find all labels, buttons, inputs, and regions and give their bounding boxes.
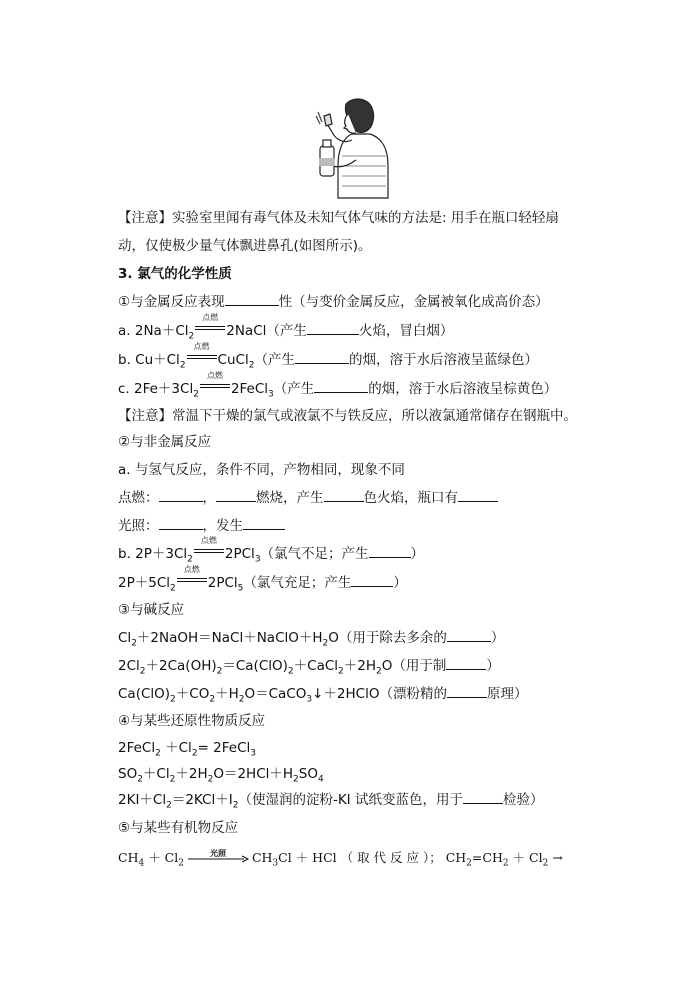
reaction-arrow xyxy=(186,847,250,863)
condition-label: 点燃 xyxy=(193,342,210,351)
text: 点燃： xyxy=(118,490,159,506)
reaction-cl2-naoh xyxy=(118,628,504,654)
text: 2P＋5Cl xyxy=(118,575,170,591)
base-reaction-title xyxy=(118,600,184,620)
text: 2Cl xyxy=(118,658,140,674)
nonmetal-reaction-title xyxy=(118,432,211,452)
condition-label: 点燃 xyxy=(200,536,217,545)
text: ） xyxy=(490,630,505,646)
subscript: 2 xyxy=(287,666,294,677)
subscript: 5 xyxy=(237,583,244,594)
subscript: 2 xyxy=(232,800,239,811)
reaction-fe-cl2 xyxy=(118,371,558,405)
note-text: 【注意】常温下干燥的氯气或液氯不与铁反应，所以液氯通常储存在钢瓶中。 xyxy=(118,408,577,424)
subscript: 2 xyxy=(376,666,382,677)
text: ③与碱反应 xyxy=(118,602,185,618)
subscript: 3 xyxy=(268,389,274,400)
text: 的烟，溶于水后溶液呈棕黄色） xyxy=(368,381,558,397)
text: O＝CaCO xyxy=(244,686,307,702)
note-liquid-chlorine xyxy=(118,406,577,426)
subscript: 2 xyxy=(216,666,223,677)
text: ＋ Cl xyxy=(508,850,543,865)
subscript: 4 xyxy=(317,774,324,785)
light-condition-line xyxy=(118,516,285,536)
organic-reaction-title xyxy=(118,818,238,838)
text: 2KI＋Cl xyxy=(118,792,167,808)
text: = 2FeCl xyxy=(197,740,251,756)
text: ） xyxy=(486,658,500,674)
text: b. Cu＋Cl xyxy=(118,352,180,368)
condition-label: 点燃 xyxy=(206,371,223,380)
reaction-arrow xyxy=(195,313,225,335)
answer-blank[interactable] xyxy=(458,488,498,502)
reaction-cu-cl2 xyxy=(118,342,538,376)
text: ②与非金属反应 xyxy=(118,434,212,450)
subscript: 2 xyxy=(293,774,299,785)
reaction-fecl2-cl2 xyxy=(118,738,256,764)
condition-label: 点燃 xyxy=(183,565,200,574)
subscript: 3 xyxy=(272,858,279,869)
answer-blank[interactable] xyxy=(463,790,503,804)
text: 燃烧，产生 xyxy=(256,490,324,506)
condition-label: 点燃 xyxy=(202,313,219,322)
text: 原理） xyxy=(486,686,528,702)
subscript: 3 xyxy=(250,748,256,759)
text: 2FeCl xyxy=(230,381,269,397)
answer-blank[interactable] xyxy=(295,350,349,364)
subscript: 2 xyxy=(166,800,172,811)
smelling-gas-illustration xyxy=(302,96,394,200)
answer-blank[interactable] xyxy=(159,488,203,502)
reducing-reaction-title xyxy=(118,711,265,731)
reaction-arrow xyxy=(194,536,224,558)
subscript: 3 xyxy=(254,554,261,565)
answer-blank[interactable] xyxy=(369,544,411,558)
text: （产生 xyxy=(273,381,315,397)
text: ＋2Ca(OH) xyxy=(145,658,217,674)
text: Cl xyxy=(118,630,132,646)
reaction-arrow xyxy=(177,565,207,587)
text: Cl ＋ HCl （ 取 代 反 应 ）； CH xyxy=(278,850,467,865)
text: CuCl xyxy=(217,352,249,368)
text: O＝2HCl＋H xyxy=(213,766,294,782)
subscript: 2 xyxy=(466,858,472,869)
text: ＋Cl xyxy=(142,766,170,782)
subscript: 2 xyxy=(207,774,214,785)
text: 的烟，溶于水后溶液呈蓝绿色） xyxy=(348,352,538,368)
text: ＝Ca(ClO) xyxy=(222,658,288,674)
reaction-arrow xyxy=(200,371,230,393)
subscript: 2 xyxy=(193,389,199,400)
subscript: 2 xyxy=(131,638,137,649)
text: ＋ Cl xyxy=(144,850,179,865)
text: 2NaCl（产生 xyxy=(226,323,307,339)
text: ⑤与某些有机物反应 xyxy=(118,820,239,836)
text: ， xyxy=(202,490,216,506)
text: ＝2KCl＋I xyxy=(171,792,233,808)
subscript: 2 xyxy=(238,694,245,705)
note-text: 【注意】实验室里闻有毒气体及未知气体气味的方法是: 用手在瓶口轻轻扇 xyxy=(118,210,559,226)
text: c. 2Fe＋3Cl xyxy=(118,381,194,397)
subscript: 2 xyxy=(170,583,176,594)
hydrogen-intro xyxy=(118,460,405,480)
subscript: 2 xyxy=(170,694,176,705)
text: =CH xyxy=(471,850,503,865)
reaction-so2-cl2 xyxy=(118,764,324,790)
note-text: 动，仅使极少量气体飘进鼻孔(如图所示)。 xyxy=(118,238,372,254)
reaction-p-3cl2 xyxy=(118,536,425,570)
reaction-arrow xyxy=(187,342,217,364)
text: 2PCl xyxy=(207,575,238,591)
note-smell-method-line1 xyxy=(118,208,559,228)
answer-blank[interactable] xyxy=(159,516,203,530)
answer-blank[interactable] xyxy=(324,488,364,502)
text: a. 与氢气反应，条件不同，产物相同，现象不同 xyxy=(118,462,405,478)
subscript: 2 xyxy=(188,331,195,342)
text: SO xyxy=(298,766,318,782)
subscript: 2 xyxy=(322,638,329,649)
text: （产生 xyxy=(254,352,295,368)
text: ＋2H xyxy=(175,766,208,782)
answer-blank[interactable] xyxy=(243,516,285,530)
text: ＋Cl xyxy=(160,740,192,756)
section-heading xyxy=(118,264,232,284)
ignition-condition-line xyxy=(118,488,498,508)
text: （氯气不足；产生 xyxy=(260,546,369,562)
subscript: 2 xyxy=(179,360,186,371)
text: （使湿润的淀粉-KI 试纸变蓝色，用于 xyxy=(238,792,463,808)
subscript: 4 xyxy=(138,858,145,869)
subscript: 3 xyxy=(306,694,313,705)
answer-blank[interactable] xyxy=(307,321,359,335)
text: ） xyxy=(410,546,425,562)
answer-blank[interactable] xyxy=(314,379,368,393)
text: CH xyxy=(118,850,139,865)
subscript: 2 xyxy=(155,748,161,759)
text: 火焰，冒白烟） xyxy=(358,323,454,339)
text: b. 2P＋3Cl xyxy=(118,546,188,562)
answer-blank[interactable] xyxy=(216,488,256,502)
text: O（用于除去多余的 xyxy=(328,630,447,646)
text: ） xyxy=(393,575,407,591)
text: ④与某些还原性物质反应 xyxy=(118,713,266,729)
text: ＋CaCl xyxy=(293,658,339,674)
condition-label: 光照 xyxy=(209,847,226,858)
subscript: 2 xyxy=(209,694,216,705)
metal-reaction-title xyxy=(118,292,549,312)
text: 2FeCl xyxy=(118,740,156,756)
text: 检验） xyxy=(502,792,544,808)
text: → xyxy=(548,850,563,865)
subscript: 2 xyxy=(502,858,509,869)
heading-text: 3. 氯气的化学性质 xyxy=(118,266,232,282)
text: 色火焰，瓶口有 xyxy=(363,490,458,506)
answer-blank[interactable] xyxy=(447,684,487,698)
subscript: 2 xyxy=(137,774,143,785)
text: SO xyxy=(118,766,138,782)
text: 光照： xyxy=(118,518,159,534)
text: CH xyxy=(251,850,273,865)
text: ＋CO xyxy=(175,686,210,702)
text: ＋H xyxy=(215,686,239,702)
subscript: 2 xyxy=(542,858,549,869)
text: （氯气充足；产生 xyxy=(243,575,352,591)
note-smell-method-line2 xyxy=(118,236,372,256)
subscript: 2 xyxy=(191,748,198,759)
subscript: 2 xyxy=(187,554,193,565)
reaction-cl2-caoh2 xyxy=(118,656,500,682)
reaction-na-cl2 xyxy=(118,313,454,347)
subscript: 2 xyxy=(178,858,184,869)
text: ＋2H xyxy=(343,658,377,674)
text: ①与金属反应表现 xyxy=(118,294,225,310)
reaction-p-5cl2 xyxy=(118,565,407,599)
text: ，发生 xyxy=(202,518,243,534)
reaction-ki-cl2 xyxy=(118,790,543,816)
reaction-bleach-principle xyxy=(118,684,527,710)
text: 性（与变价金属反应，金属被氧化成高价态） xyxy=(278,294,549,310)
answer-blank[interactable] xyxy=(351,573,393,587)
text: Ca(ClO) xyxy=(118,686,171,702)
text: ＋2NaOH＝NaCl＋NaClO＋H xyxy=(136,630,323,646)
reaction-ch4-cl2 xyxy=(118,848,563,874)
text: a. 2Na＋Cl xyxy=(118,323,189,339)
text: 2PCl xyxy=(224,546,255,562)
answer-blank[interactable] xyxy=(225,292,279,306)
subscript: 2 xyxy=(139,666,146,677)
answer-blank[interactable] xyxy=(447,628,491,642)
subscript: 2 xyxy=(338,666,344,677)
text: ↓＋2HClO（漂粉精的 xyxy=(312,686,447,702)
subscript: 2 xyxy=(248,360,255,371)
subscript: 2 xyxy=(169,774,176,785)
text: O（用于制 xyxy=(381,658,447,674)
answer-blank[interactable] xyxy=(446,656,486,670)
